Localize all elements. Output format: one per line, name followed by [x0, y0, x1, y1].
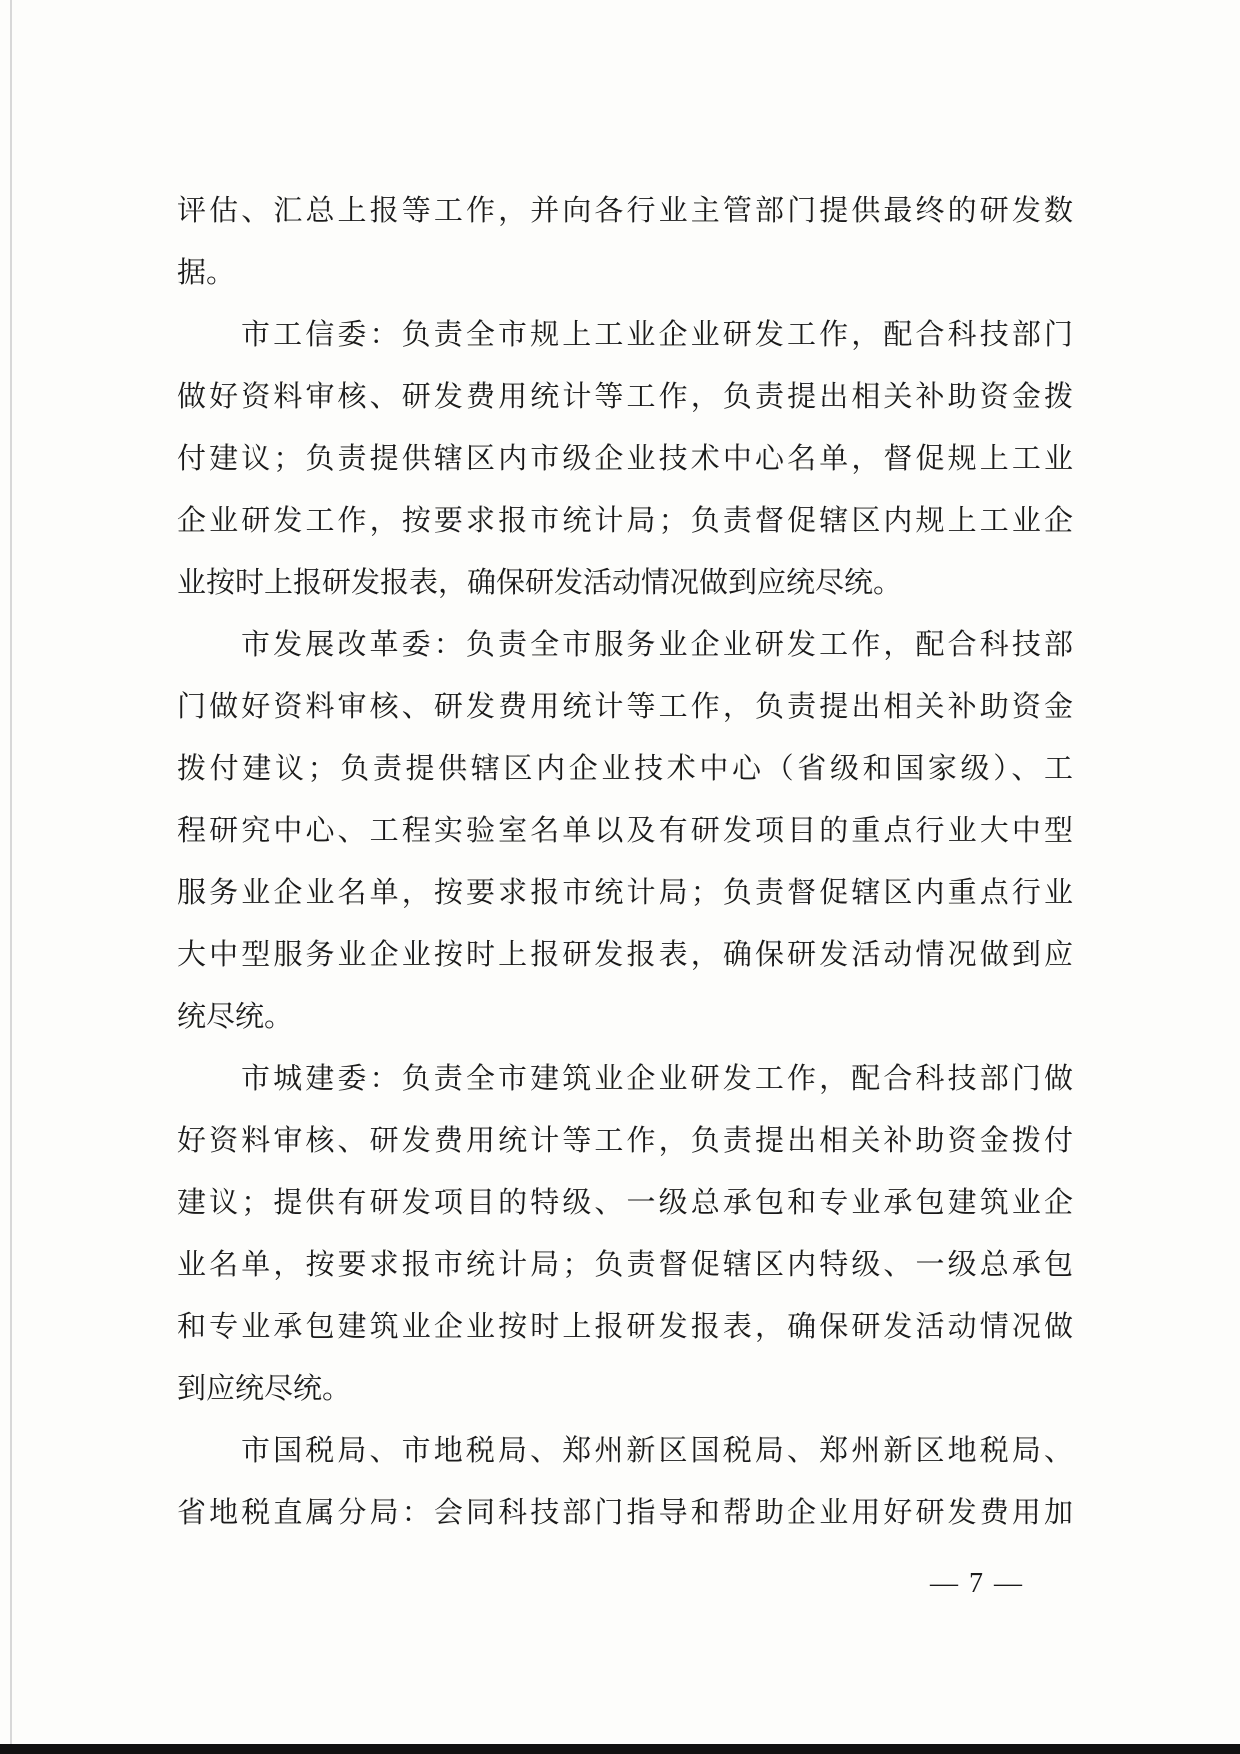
text-line: 大中型服务业企业按时上报研发报表，确保研发活动情况做到应: [177, 937, 1073, 971]
text-line: 评估、汇总上报等工作，并向各行业主管部门提供最终的研发数: [177, 193, 1073, 227]
text-line: 程研究中心、工程实验室名单以及有研发项目的重点行业大中型: [177, 813, 1073, 847]
text-line: 到应统尽统。: [177, 1371, 352, 1405]
text-line: 拨付建议；负责提供辖区内企业技术中心（省级和国家级）、工: [177, 751, 1073, 785]
text-line: 市发展改革委：负责全市服务业企业研发工作，配合科技部: [241, 627, 1073, 661]
text-line: 付建议；负责提供辖区内市级企业技术中心名单，督促规上工业: [177, 441, 1073, 475]
paragraph: [177, 310, 1073, 620]
text-line: 和专业承包建筑业企业按时上报研发报表，确保研发活动情况做: [177, 1309, 1073, 1343]
page-number: — 7 —: [930, 1568, 1024, 1599]
scan-bottom-edge: [0, 1744, 1240, 1754]
text-line: 建议；提供有研发项目的特级、一级总承包和专业承包建筑业企: [177, 1185, 1073, 1219]
text-line: 市城建委：负责全市建筑业企业研发工作，配合科技部门做: [241, 1061, 1073, 1095]
text-line: 做好资料审核、研发费用统计等工作，负责提出相关补助资金拨: [177, 379, 1073, 413]
paragraph: [177, 1054, 1073, 1426]
paragraph: [177, 186, 1073, 310]
paragraph: [177, 1426, 1073, 1550]
text-line: 省地税直属分局：会同科技部门指导和帮助企业用好研发费用加: [177, 1495, 1073, 1529]
text-line: 据。: [177, 255, 236, 289]
text-line: 市工信委：负责全市规上工业企业研发工作，配合科技部门: [241, 317, 1073, 351]
text-line: 企业研发工作，按要求报市统计局；负责督促辖区内规上工业企: [177, 503, 1073, 537]
text-line: 门做好资料审核、研发费用统计等工作，负责提出相关补助资金: [177, 689, 1073, 723]
text-line: 服务业企业名单，按要求报市统计局；负责督促辖区内重点行业: [177, 875, 1073, 909]
text-line: 业名单，按要求报市统计局；负责督促辖区内特级、一级总承包: [177, 1247, 1073, 1281]
scan-left-edge: [10, 0, 12, 1754]
paragraph: [177, 620, 1073, 1054]
text-line: 好资料审核、研发费用统计等工作，负责提出相关补助资金拨付: [177, 1123, 1073, 1157]
document-body: [177, 186, 1073, 1550]
text-line: 业按时上报研发报表，确保研发活动情况做到应统尽统。: [177, 565, 903, 599]
text-line: 市国税局、市地税局、郑州新区国税局、郑州新区地税局、: [241, 1433, 1073, 1467]
text-line: 统尽统。: [177, 999, 294, 1033]
